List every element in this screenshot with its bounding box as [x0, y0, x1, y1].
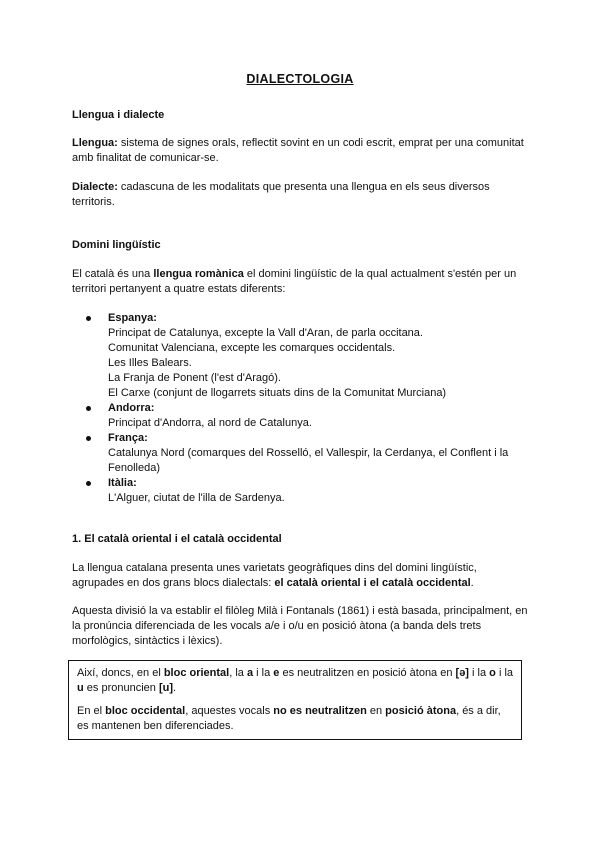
- domini-intro-text-1: El català és una: [72, 268, 154, 280]
- bullet-icon: [86, 481, 91, 486]
- bullet-icon: [86, 406, 91, 411]
- term-dialecte: Dialecte:: [72, 181, 118, 193]
- term-llengua: Llengua:: [72, 137, 118, 149]
- country-line: Catalunya Nord (comarques del Rosselló, el Vallespir, la Cerdanya, el Conflent i la Fenolleda): [108, 447, 509, 474]
- paragraph-varietats-bold: el català oriental i el català occidental: [274, 577, 471, 589]
- list-item: [72, 311, 528, 401]
- box-text: , la: [229, 667, 247, 679]
- box-bold: no es neutralitzen: [273, 705, 367, 717]
- heading-llengua-dialecte: Llengua i dialecte: [72, 109, 165, 121]
- box-bold: u: [77, 682, 84, 694]
- box-text: i la: [253, 667, 274, 679]
- definition-dialecte-text: cadascuna de les modalitats que presenta una llengua en els seus diversos territoris.: [72, 181, 490, 208]
- box-bold: a: [246, 667, 254, 679]
- country-line: Les Illes Balears.: [108, 357, 192, 369]
- box-text: , és a dir, es mantenen ben diferenciades.: [77, 705, 501, 732]
- definition-llengua: [72, 136, 528, 166]
- domini-intro-text-2: el domini lingüístic de la qual actualment s'estén per un territori pertanyent a quatre estats diferents:: [72, 268, 517, 295]
- definition-dialecte: [72, 180, 528, 210]
- box-bold: bloc oriental: [163, 667, 230, 679]
- box-text: en: [366, 705, 386, 717]
- definition-llengua-text: sistema de signes orals, reflectit sovint en un codi escrit, emprat per una comunitat amb finalitat de comunicar-se.: [72, 137, 524, 164]
- domini-intro-bold: llengua romànica: [153, 268, 244, 280]
- box-bold: [u]: [158, 682, 173, 694]
- country-line: L'Alguer, ciutat de l'illa de Sardenya.: [108, 492, 285, 504]
- title-block: [72, 72, 528, 87]
- box-text: i la: [468, 667, 490, 679]
- box-text: En el: [77, 705, 106, 717]
- country-line: Principat d'Andorra, al nord de Catalunya.: [108, 417, 312, 429]
- info-box: [68, 660, 522, 740]
- list-item: [72, 476, 528, 506]
- paragraph-varietats-text-1: La llengua catalana presenta unes varietats geogràfiques dins del domini lingüístic, agrupades en dos grans blocs dialectals:: [72, 562, 477, 589]
- box-text: es neutralitzen en posició àtona en: [279, 667, 456, 679]
- country-line: Comunitat Valenciana, excepte les comarques occidentals.: [108, 342, 396, 354]
- country-line: El Carxe (conjunt de llogarrets situats dins de la Comunitat Murciana): [108, 387, 447, 399]
- box-text: Així, doncs, en el: [77, 667, 164, 679]
- box-paragraph-oriental: [77, 666, 515, 696]
- country-line: La Franja de Ponent (l'est d'Aragó).: [108, 372, 281, 384]
- countries-list: [72, 311, 528, 506]
- paragraph-varietats-text-2: .: [470, 577, 474, 589]
- page-title: DIALECTOLOGIA: [246, 72, 354, 86]
- paragraph-divisio: Aquesta divisió la va establir el filòleg Milà i Fontanals (1861) i està basada, principalment, en la pronúncia diferenciada de les vocals a/e i o/u en posició àtona (a banda dels trets morfològics, sintàctics i lèxics).: [72, 605, 528, 647]
- box-bold: [ə]: [455, 667, 469, 679]
- country-name: Espanya:: [108, 312, 157, 324]
- heading-domini-linguistic: Domini lingüístic: [72, 239, 161, 251]
- box-bold: o: [489, 667, 496, 679]
- country-name: Itàlia:: [108, 477, 137, 489]
- box-paragraph-occidental: [77, 704, 515, 734]
- list-item: [72, 431, 528, 476]
- heading-oriental-occidental: 1. El català oriental i el català occidental: [72, 533, 282, 545]
- bullet-icon: [86, 436, 91, 441]
- bullet-icon: [86, 316, 91, 321]
- box-bold: e: [273, 667, 280, 679]
- domini-intro: [72, 267, 528, 297]
- list-item: [72, 401, 528, 431]
- box-text: , aquestes vocals: [185, 705, 274, 717]
- box-bold: posició àtona: [385, 705, 457, 717]
- country-line: Principat de Catalunya, excepte la Vall d'Aran, de parla occitana.: [108, 327, 423, 339]
- box-bold: bloc occidental: [105, 705, 186, 717]
- box-text: .: [173, 682, 177, 694]
- country-name: Andorra:: [108, 402, 155, 414]
- box-text: i la: [495, 667, 514, 679]
- box-text: es pronuncien: [83, 682, 159, 694]
- country-name: França:: [108, 432, 148, 444]
- paragraph-varietats: [72, 561, 528, 591]
